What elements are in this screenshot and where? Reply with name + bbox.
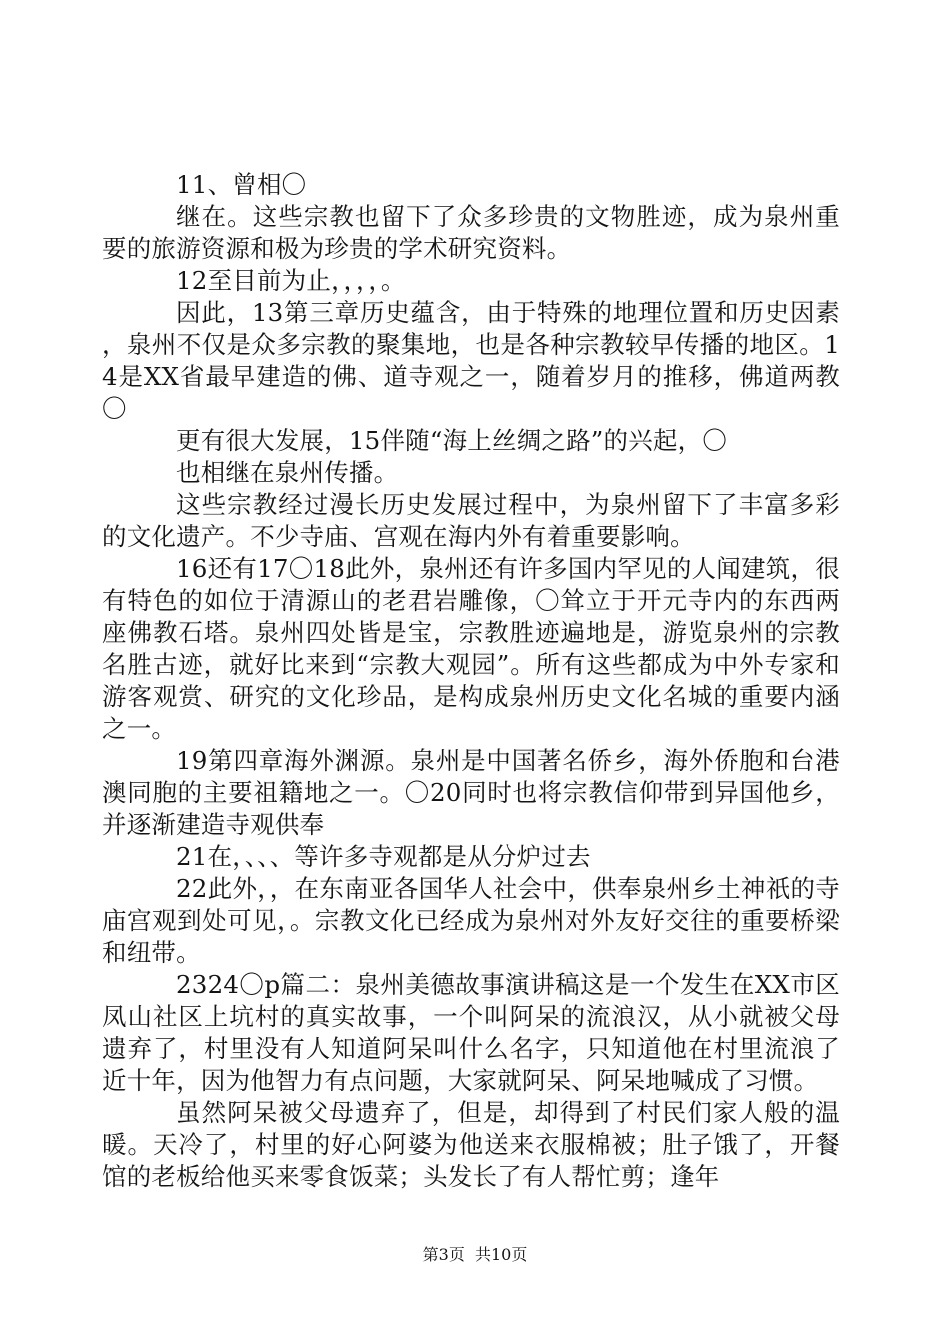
- paragraph: 22此外，，在东南亚各国华人社会中，供奉泉州乡土神祇的寺庙宫观到处可见，。宗教文化已经成为泉州对外友好交往的重要桥梁和纽带。: [102, 874, 840, 967]
- paragraph: 16还有17〇18此外，泉州还有许多国内罕见的人闻建筑，很有特色的如位于清源山的老君岩雕像，〇耸立于开元寺内的东西两座佛教石塔。泉州四处皆是宝，宗教胜迹遍地是，游览泉州的宗教名胜古迹，就好比来到“宗教大观园”。所有这些都成为中外专家和游客观赏、研究的文化珍品，是构成泉州历史文化名城的重要内涵之一。: [102, 554, 840, 743]
- page-number-label: 第3页 共10页: [422, 1245, 528, 1264]
- paragraph: 也相继在泉州传播。: [176, 458, 399, 487]
- document-body: [102, 169, 840, 1193]
- paragraph: 21在，、、、等许多寺观都是从分炉过去: [176, 842, 591, 871]
- paragraph: 因此，13第三章历史蕴含，由于特殊的地理位置和历史因素，泉州不仅是众多宗教的聚集地，也是各种宗教较早传播的地区。14是XX省最早建造的佛、道寺观之一，随着岁月的推移，佛道两教〇: [102, 298, 840, 423]
- paragraph: 19第四章海外渊源。泉州是中国著名侨乡，海外侨胞和台港澳同胞的主要祖籍地之一。〇20同时也将宗教信仰带到异国他乡，并逐渐建造寺观供奉: [102, 746, 840, 839]
- paragraph: 这些宗教经过漫长历史发展过程中，为泉州留下了丰富多彩的文化遗产。不少寺庙、宫观在海内外有着重要影响。: [102, 490, 840, 551]
- paragraph: 11、曾相〇: [176, 170, 307, 199]
- paragraph: 12至目前为止，，，，。: [176, 266, 406, 295]
- paragraph: 虽然阿呆被父母遗弃了，但是，却得到了村民们家人般的温暖。天冷了，村里的好心阿婆为他送来衣服棉被；肚子饿了，开餐馆的老板给他买来零食饭菜；头发长了有人帮忙剪；逢年: [102, 1098, 840, 1191]
- page-footer: [0, 1245, 950, 1265]
- paragraph: 继在。这些宗教也留下了众多珍贵的文物胜迹，成为泉州重要的旅游资源和极为珍贵的学术研究资料。: [102, 202, 840, 263]
- paragraph: 2324〇p篇二：泉州美德故事演讲稿这是一个发生在XX市区凤山社区上坑村的真实故事，一个叫阿呆的流浪汉，从小就被父母遗弃了，村里没有人知道阿呆叫什么名字，只知道他在村里流浪了近十年，因为他智力有点问题，大家就阿呆、阿呆地喊成了习惯。: [102, 970, 840, 1095]
- paragraph: 更有很大发展，15伴随“海上丝绸之路”的兴起，〇: [176, 426, 728, 455]
